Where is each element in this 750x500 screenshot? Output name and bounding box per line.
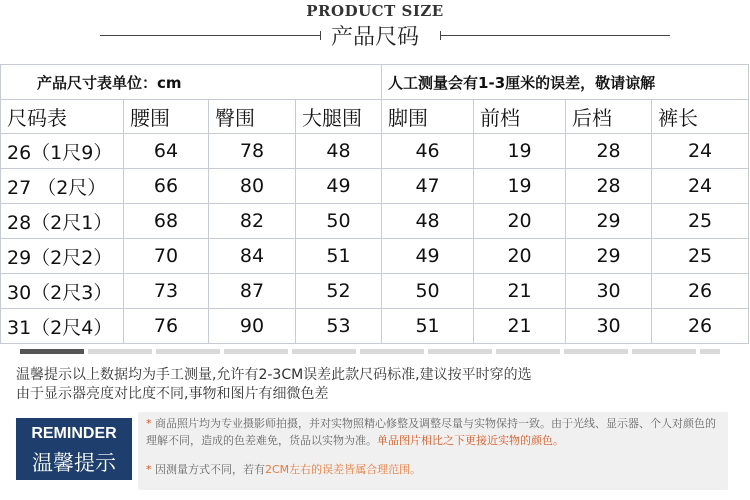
- bullet-star-icon: *: [146, 463, 152, 476]
- size-cell: 31（2尺4）: [1, 309, 124, 344]
- table-cell: 20: [474, 204, 566, 239]
- table-cell: 47: [382, 169, 474, 204]
- table-row: [1, 309, 749, 344]
- reminder-section: [0, 406, 750, 500]
- table-cell: 28: [566, 134, 652, 169]
- column-header: 脚围: [382, 100, 474, 134]
- reminder-paragraph-2: [146, 461, 421, 478]
- table-cell: 25: [652, 239, 749, 274]
- reminder-badge-cn: 温馨提示: [32, 451, 116, 475]
- tip-line-2: 由于显示器亮度对比度不同,事物和图片有细微色差: [16, 386, 329, 402]
- bullet-star-icon: *: [146, 417, 152, 430]
- table-cell: 78: [209, 134, 296, 169]
- table-cell: 24: [652, 134, 749, 169]
- reminder-paragraph-1: [146, 415, 721, 449]
- column-header: 后档: [566, 100, 652, 134]
- table-cell: 20: [474, 239, 566, 274]
- section-divider: [20, 349, 720, 354]
- reminder-p1-highlight: 单品图片相比之下更接近实物的颜色。: [377, 434, 564, 447]
- size-tip: [16, 366, 736, 404]
- table-cell: 84: [209, 239, 296, 274]
- table-cell: 80: [209, 169, 296, 204]
- table-cell: 82: [209, 204, 296, 239]
- error-note: 人工测量会有1-3厘米的误差，敬请谅解: [382, 65, 749, 100]
- table-header-row: [1, 100, 749, 134]
- table-row: [1, 274, 749, 309]
- table-cell: 50: [296, 204, 382, 239]
- table-cell: 21: [474, 274, 566, 309]
- size-cell: 26（1尺9）: [1, 134, 124, 169]
- size-cell: 27 （2尺）: [1, 169, 124, 204]
- reminder-box: [138, 412, 728, 490]
- table-cell: 70: [124, 239, 209, 274]
- table-cell: 90: [209, 309, 296, 344]
- header-english-title: PRODUCT SIZE: [306, 2, 444, 20]
- header-right-rule: [440, 35, 670, 36]
- table-cell: 24: [652, 169, 749, 204]
- table-cell: 51: [296, 239, 382, 274]
- table-cell: 52: [296, 274, 382, 309]
- size-table-body: [1, 65, 749, 344]
- table-cell: 21: [474, 309, 566, 344]
- column-header: 前档: [474, 100, 566, 134]
- table-cell: 30: [566, 274, 652, 309]
- size-cell: 30（2尺3）: [1, 274, 124, 309]
- reminder-badge: [16, 418, 132, 480]
- table-cell: 46: [382, 134, 474, 169]
- table-row: [1, 134, 749, 169]
- table-cell: 19: [474, 134, 566, 169]
- reminder-p2-text: 因测量方式不同，若有: [155, 463, 265, 476]
- table-cell: 64: [124, 134, 209, 169]
- column-header: 臀围: [209, 100, 296, 134]
- table-cell: 68: [124, 204, 209, 239]
- table-cell: 87: [209, 274, 296, 309]
- size-cell: 29（2尺2）: [1, 239, 124, 274]
- table-cell: 29: [566, 239, 652, 274]
- table-cell: 50: [382, 274, 474, 309]
- table-cell: 30: [566, 309, 652, 344]
- table-cell: 53: [296, 309, 382, 344]
- table-cell: 29: [566, 204, 652, 239]
- table-row: [1, 204, 749, 239]
- table-cell: 49: [296, 169, 382, 204]
- table-note-row: [1, 65, 749, 100]
- tip-line-1: 温馨提示以上数据均为手工测量,允许有2-3CM误差此款尺码标准,建议按平时穿的选: [16, 367, 532, 383]
- table-cell: 66: [124, 169, 209, 204]
- table-cell: 49: [382, 239, 474, 274]
- unit-note: 产品尺寸表单位：cm: [1, 65, 382, 100]
- divider-accent: [20, 349, 84, 354]
- reminder-badge-en: REMINDER: [31, 425, 117, 442]
- column-header: 大腿围: [296, 100, 382, 134]
- table-cell: 19: [474, 169, 566, 204]
- size-table: [0, 64, 749, 344]
- table-cell: 28: [566, 169, 652, 204]
- table-cell: 73: [124, 274, 209, 309]
- product-size-header: [0, 0, 750, 58]
- size-cell: 28（2尺1）: [1, 204, 124, 239]
- table-cell: 76: [124, 309, 209, 344]
- table-cell: 25: [652, 204, 749, 239]
- table-row: [1, 239, 749, 274]
- table-cell: 48: [296, 134, 382, 169]
- table-cell: 26: [652, 274, 749, 309]
- header-right-tick: [440, 31, 441, 40]
- reminder-p1-text: 商品照片均为专业摄影师拍摄，并对实物照精心修整及调整尽量与实物保持一致。由于光线、显示器、个人对颜色的理解不同，造成的色差难免，货品以实物为准。: [146, 417, 716, 447]
- table-row: [1, 169, 749, 204]
- column-header: 腰围: [124, 100, 209, 134]
- table-cell: 48: [382, 204, 474, 239]
- table-cell: 51: [382, 309, 474, 344]
- column-header: 尺码表: [1, 100, 124, 134]
- reminder-p2-highlight: 2CM左右的误差皆属合理范围。: [265, 463, 422, 476]
- table-cell: 26: [652, 309, 749, 344]
- header-chinese-title: 产品尺码: [330, 25, 419, 50]
- column-header: 裤长: [652, 100, 749, 134]
